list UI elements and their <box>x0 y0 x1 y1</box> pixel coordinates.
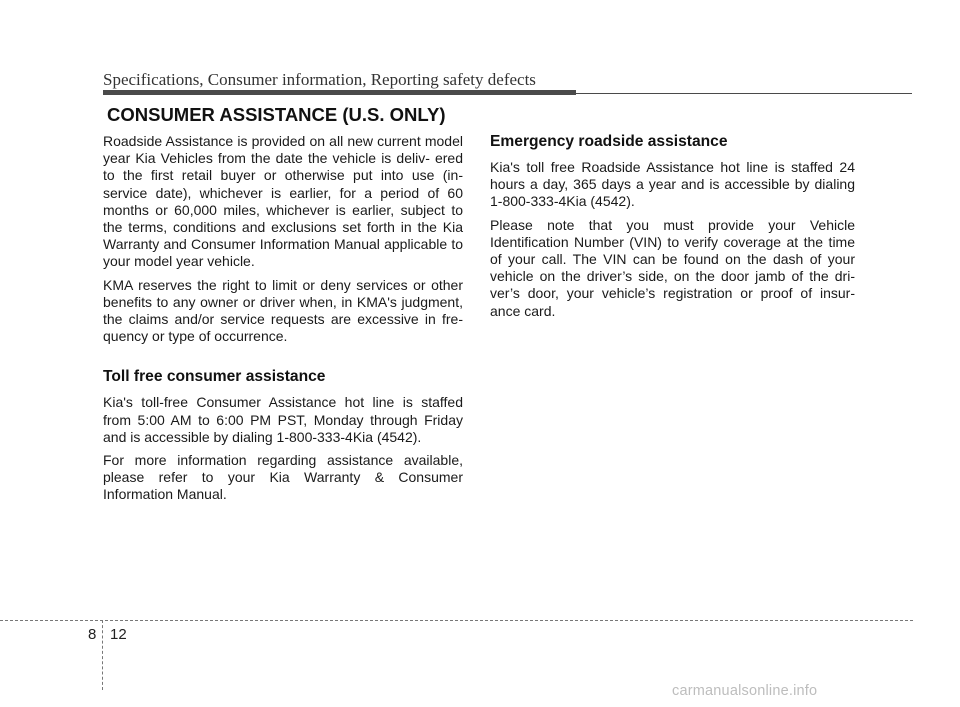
header-rule-thick <box>103 90 576 95</box>
footer-dashed-divider <box>102 620 103 690</box>
chapter-number: 8 <box>88 626 97 643</box>
right-column <box>490 133 855 326</box>
subheading-emergency: Emergency roadside assistance <box>490 133 728 150</box>
left-column <box>103 133 463 510</box>
paragraph: Please note that you must provide your Vehicle Identification Number (VIN) to verify coverage at the time of your call. The VIN can be found on the dash of your vehicle on the driver’s side, on the door jamb of the dri- ver’s door, your vehicle’s registration or proof of insur- ance card. <box>490 216 855 319</box>
page-number: 12 <box>110 626 127 643</box>
subheading-toll-free: Toll free consumer assistance <box>103 368 326 386</box>
paragraph: Kia's toll-free Consumer Assistance hot line is staffed from 5:00 AM to 6:00 PM PST, Monday through Friday and is accessible by dialing 1-800-333-4Kia (4542). <box>103 394 463 445</box>
watermark: carmanualsonline.info <box>672 683 818 699</box>
header-rule-thin <box>576 93 912 94</box>
paragraph: For more information regarding assistance available, please refer to your Kia Warranty & Consumer Information Manual. <box>103 452 463 503</box>
section-title: CONSUMER ASSISTANCE (U.S. ONLY) <box>107 104 446 125</box>
footer-dashed-rule <box>0 620 913 621</box>
paragraph: Kia's toll free Roadside Assistance hot line is staffed 24 hours a day, 365 days a year and is accessible by dialing 1-800-333-4Kia (4542). <box>490 159 855 210</box>
paragraph: Roadside Assistance is provided on all new current model year Kia Vehicles from the date the vehicle is deliv- ered to the first retail buyer or otherwise put into use (in- service date), whichever is earlier, for a period of 60 months or 60,000 miles, whichever is earlier, subject to the terms, conditions and exclusions set forth in the Kia Warranty and Consumer Information Manual applicable to your model year vehicle. <box>103 133 463 270</box>
chapter-header: Specifications, Consumer information, Reporting safety defects <box>103 70 536 89</box>
paragraph: KMA reserves the right to limit or deny services or other benefits to any owner or driver when, in KMA's judgment, the claims and/or service requests are excessive in fre- quency or type of occurrence. <box>103 276 463 345</box>
